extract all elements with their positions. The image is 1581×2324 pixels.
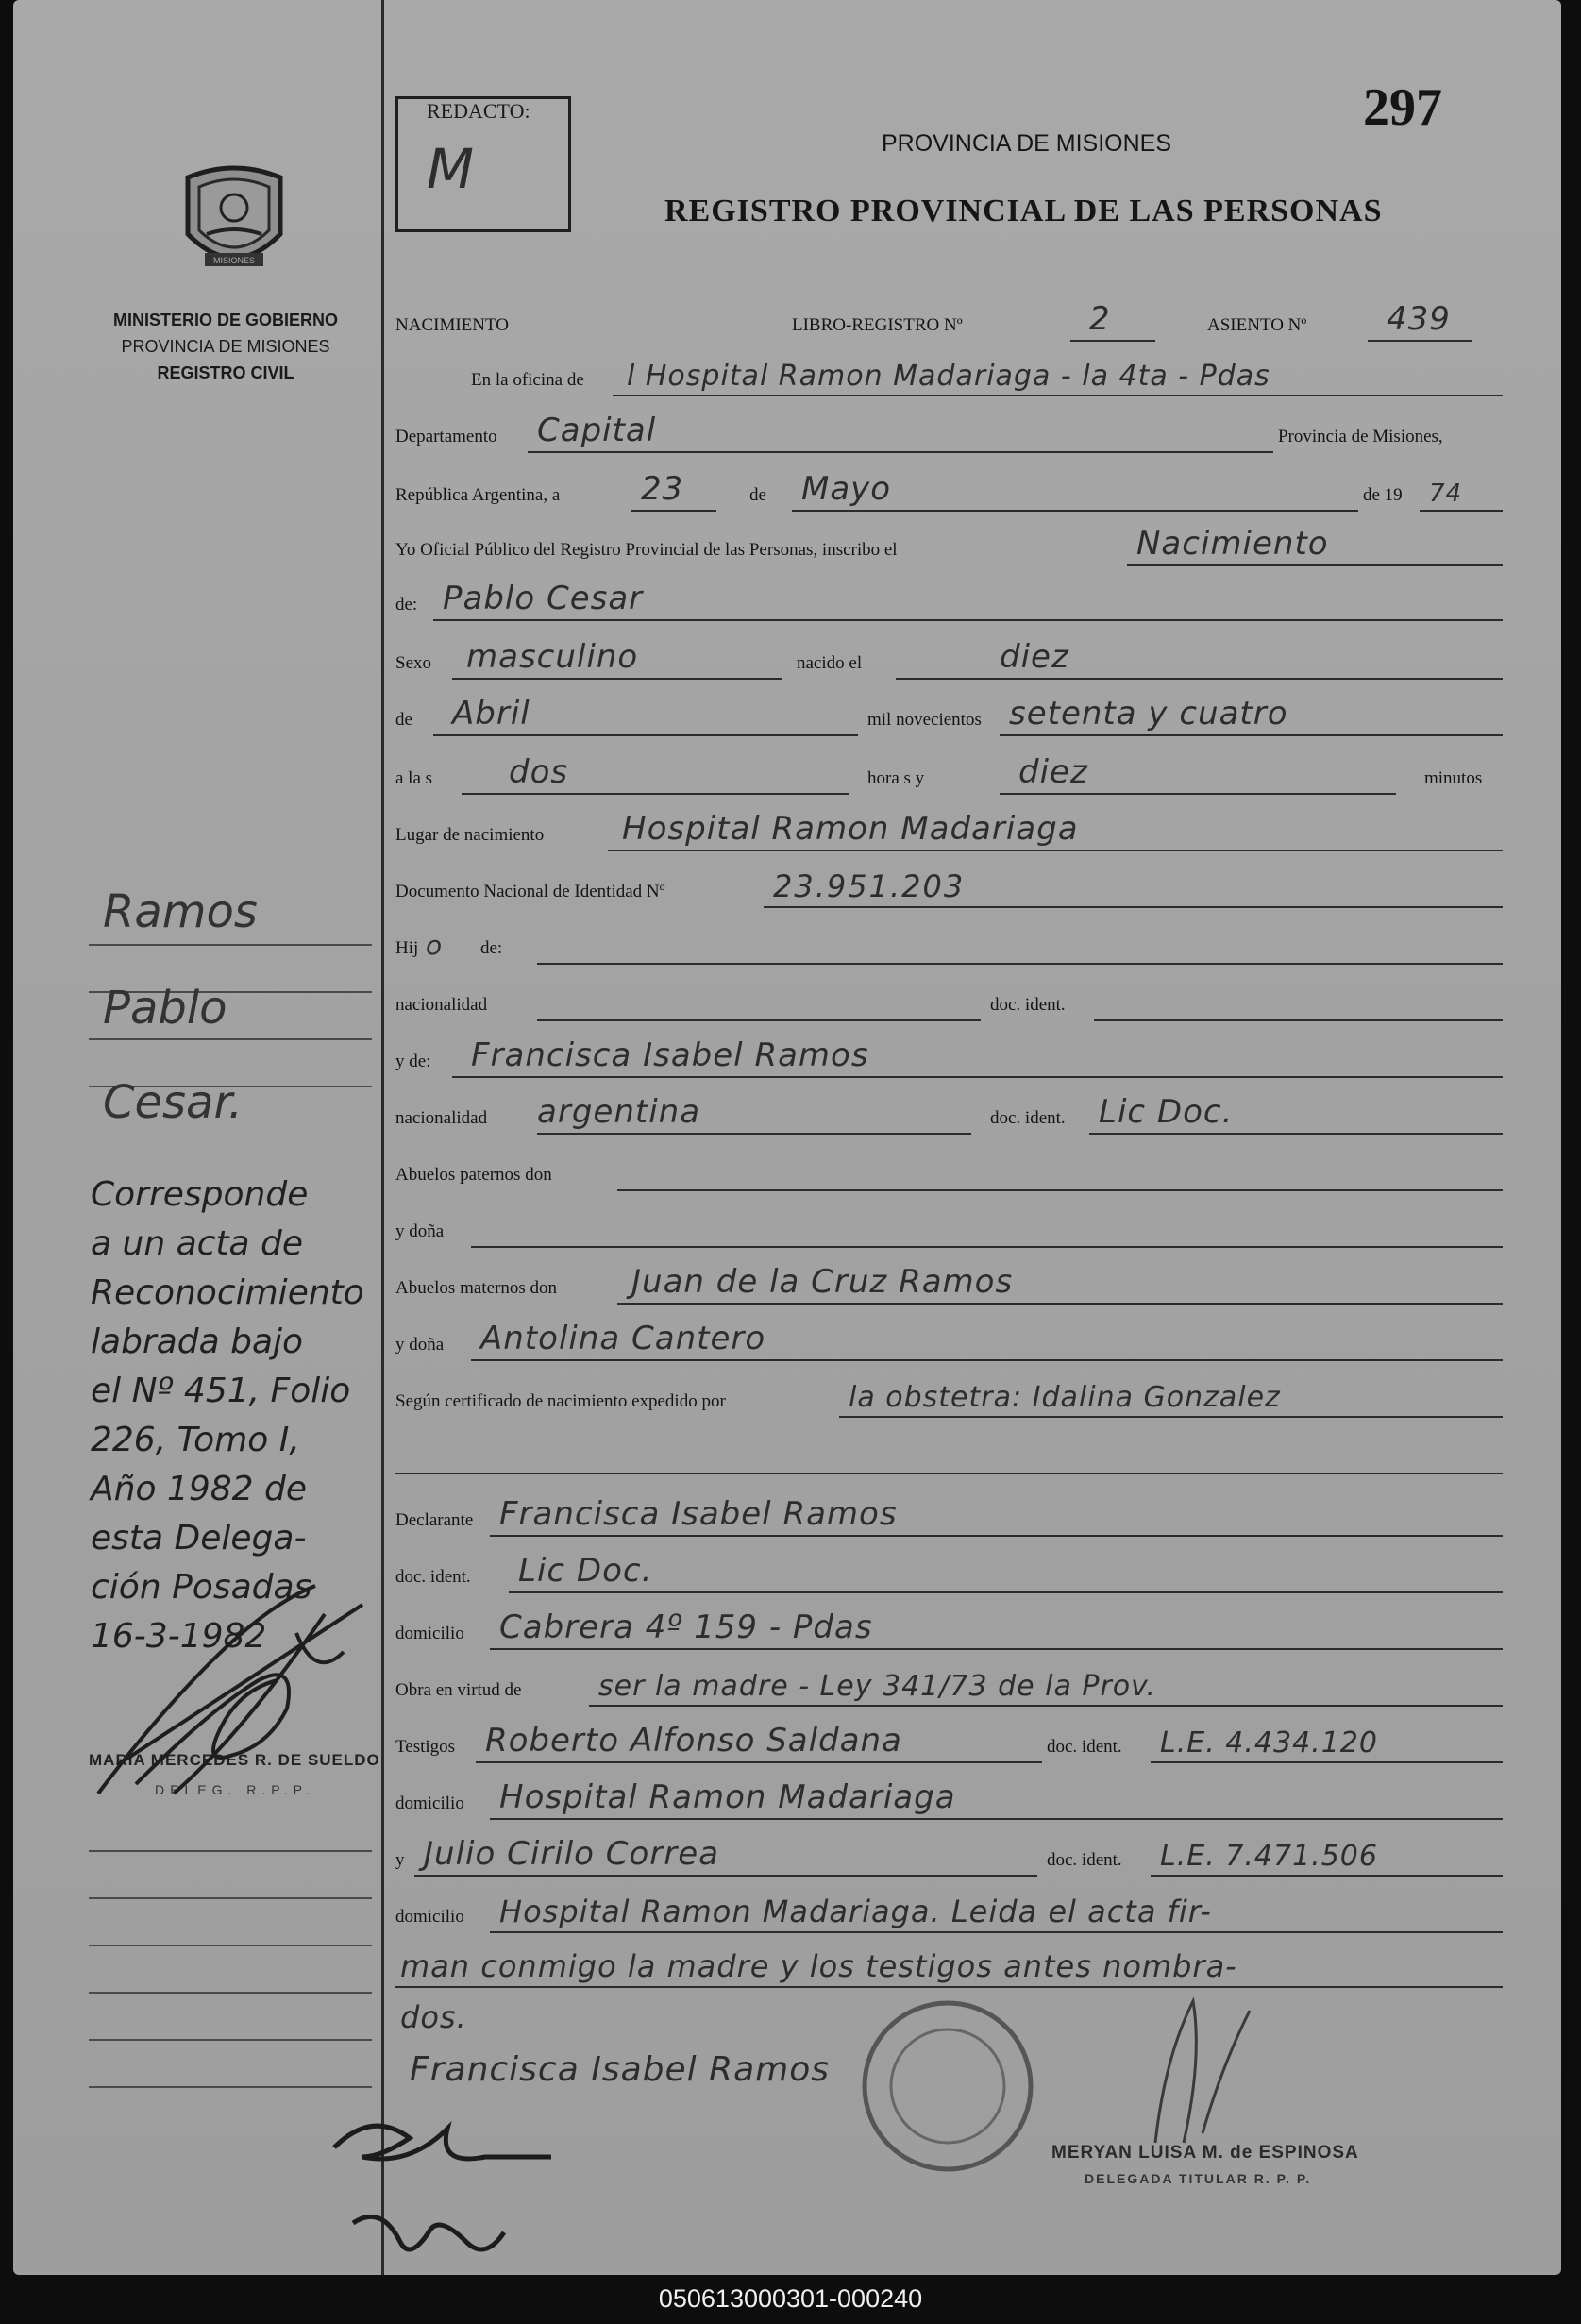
dni-label: Documento Nacional de Identidad Nº <box>395 882 665 901</box>
redacto-initials: M <box>427 137 476 201</box>
redacto-box <box>395 96 571 232</box>
row-domicilio-3 <box>395 1886 1503 1933</box>
segun-label: Según certificado de nacimiento expedido por <box>395 1391 726 1411</box>
nacionalidad2-value: argentina <box>537 1093 701 1131</box>
official-signature-icon <box>325 2100 570 2270</box>
abuela-m-value: Antolina Cantero <box>480 1320 766 1357</box>
annotation-line-9: ción Posadas <box>91 1568 312 1607</box>
row-fecha <box>395 464 1503 512</box>
libro-value: 2 <box>1089 300 1111 338</box>
doc-ident-label: doc. ident. <box>990 995 1066 1015</box>
doc-ident3-label: doc. ident. <box>395 1567 471 1587</box>
obra-value: ser la madre - Ley 341/73 de la Prov. <box>598 1670 1157 1703</box>
registry-title: REGISTRO PROVINCIAL DE LAS PERSONAS <box>664 194 1383 228</box>
row-obra <box>395 1659 1503 1707</box>
asiento-label: ASIENTO Nº <box>1207 315 1307 335</box>
right-signature-icon <box>1118 1982 1269 2152</box>
row-dni <box>395 861 1503 908</box>
domicilio3-value: Hospital Ramon Madariaga. Leida el acta fir- <box>499 1894 1212 1929</box>
obra-label: Obra en virtud de <box>395 1680 522 1700</box>
margin-lines-bottom <box>89 1850 372 2133</box>
de-label: de <box>749 485 766 505</box>
testigo1-doc-value: L.E. 4.434.120 <box>1160 1726 1378 1760</box>
round-stamp-icon <box>853 1992 1042 2181</box>
annotation-line-5: el Nº 451, Folio <box>91 1372 351 1410</box>
hijo-de-label: de: <box>480 938 503 958</box>
row-departamento <box>395 406 1503 453</box>
lugar-label: Lugar de nacimiento <box>395 825 545 845</box>
row-mes-nac <box>395 689 1503 736</box>
dia-value: 23 <box>641 470 684 508</box>
sexo-label: Sexo <box>395 653 431 673</box>
sexo-value: masculino <box>466 638 639 676</box>
domicilio2-label: domicilio <box>395 1794 464 1813</box>
row-hijo <box>395 918 1503 965</box>
doc-ident3-value: Lic Doc. <box>518 1552 653 1590</box>
testigo2-doc-value: L.E. 7.471.506 <box>1160 1840 1378 1873</box>
row-madre <box>395 1031 1503 1078</box>
row-cierre-1 <box>395 1941 1503 1988</box>
row-testigo-1 <box>395 1716 1503 1763</box>
madre-value: Francisca Isabel Ramos <box>471 1036 869 1074</box>
hijo-label: Hij <box>395 938 419 958</box>
cierre2-value: dos. <box>400 1999 467 2035</box>
testigo1-value: Roberto Alfonso Saldana <box>485 1722 902 1760</box>
departamento-value: Capital <box>537 412 657 449</box>
mes-nac-value: Abril <box>452 695 530 733</box>
y-dona-label: y doña <box>395 1221 445 1241</box>
provincial-seal-icon <box>178 159 290 281</box>
y-de-label: y de: <box>395 1052 431 1071</box>
alas-value: dos <box>509 753 569 791</box>
lugar-value: Hospital Ramon Madariaga <box>622 810 1079 848</box>
nacido-label: nacido el <box>797 653 863 673</box>
stamp-left-name: MARIA MERCEDES R. DE SUELDO <box>89 1751 380 1769</box>
folio-number: 297 <box>1363 78 1442 137</box>
row-nacionalidad-1 <box>395 974 1503 1021</box>
row-doc-declarante <box>395 1546 1503 1593</box>
domicilio-label: domicilio <box>395 1624 464 1643</box>
abuelos-p-label: Abuelos paternos don <box>395 1165 552 1185</box>
testigo2-value: Julio Cirilo Correa <box>424 1835 719 1873</box>
stamp-right-name: MERYAN LUISA M. de ESPINOSA <box>1051 2143 1359 2163</box>
annotation-line-4: labrada bajo <box>91 1322 304 1361</box>
abuelos-m-label: Abuelos maternos don <box>395 1278 557 1298</box>
cierre1-value: man conmigo la madre y los testigos antes nombra- <box>400 1948 1237 1984</box>
redacto-label: REDACTO: <box>427 99 530 123</box>
ministry-line-1: MINISTERIO DE GOBIERNO <box>112 311 339 329</box>
firma-madre: Francisca Isabel Ramos <box>410 2050 831 2089</box>
row-lugar <box>395 804 1503 851</box>
y-label: y <box>395 1850 405 1870</box>
document-id: 050613000301-000240 <box>658 2284 923 2313</box>
annotation-line-3: Reconocimiento <box>91 1273 364 1312</box>
libro-label: LIBRO-REGISTRO Nº <box>792 315 963 335</box>
row-sexo <box>395 632 1503 680</box>
seal-text: MISIONES <box>212 256 256 265</box>
ministry-line-3: REGISTRO CIVIL <box>157 363 294 382</box>
row-abuela-materna <box>395 1314 1503 1361</box>
mil-label: mil novecientos <box>867 710 982 730</box>
nombre-value: Pablo Cesar <box>443 580 644 617</box>
registry-page <box>13 0 1561 2275</box>
hijo-suffix: o <box>426 930 444 961</box>
doc-ident2-label: doc. ident. <box>990 1108 1066 1128</box>
row-testigo-2 <box>395 1829 1503 1877</box>
nacimiento-label: NACIMIENTO <box>395 315 509 335</box>
declarante-value: Francisca Isabel Ramos <box>499 1495 898 1533</box>
row-nombre <box>395 574 1503 621</box>
domicilio3-label: domicilio <box>395 1907 464 1927</box>
minutos-value: diez <box>1018 753 1088 791</box>
margin-nombre-2: Cesar. <box>103 1076 244 1129</box>
abuelo-m-value: Juan de la Cruz Ramos <box>631 1263 1014 1301</box>
testigo1-doc-label: doc. ident. <box>1047 1737 1122 1757</box>
row-header <box>395 295 1503 342</box>
oficina-value: l Hospital Ramon Madariaga - la 4ta - Pdas <box>627 360 1270 393</box>
row-nacionalidad-2 <box>395 1087 1503 1135</box>
stamp-left-title: DELEG. R.P.P. <box>155 1782 316 1797</box>
row-domicilio-1 <box>395 1603 1503 1650</box>
ministry-header <box>89 307 362 386</box>
margin-apellido: Ramos <box>103 885 258 938</box>
provincia-label: Provincia de Misiones, <box>1278 427 1443 446</box>
de-mes-label: de <box>395 710 412 730</box>
mes-value: Mayo <box>801 470 892 508</box>
minutos-label: minutos <box>1424 768 1483 788</box>
hora-label: hora s y <box>867 768 925 788</box>
domicilio-value: Cabrera 4º 159 - Pdas <box>499 1608 873 1646</box>
de-anio-label: de 19 <box>1363 485 1403 505</box>
domicilio2-value: Hospital Ramon Madariaga <box>499 1778 956 1816</box>
declarante-label: Declarante <box>395 1510 474 1530</box>
margin-nombre-1: Pablo <box>103 982 227 1035</box>
row-declarante <box>395 1490 1503 1537</box>
row-inscribo <box>395 519 1503 566</box>
dni-value: 23.951.203 <box>773 868 966 904</box>
testigo2-doc-label: doc. ident. <box>1047 1850 1122 1870</box>
row-domicilio-2 <box>395 1773 1503 1820</box>
segun-value: la obstetra: Idalina Gonzalez <box>849 1381 1281 1414</box>
alas-label: a la s <box>395 768 433 788</box>
row-blank <box>395 1427 1503 1474</box>
de-label-2: de: <box>395 595 418 615</box>
doc-ident2-value: Lic Doc. <box>1099 1093 1234 1131</box>
mil-value: setenta y cuatro <box>1009 695 1288 733</box>
departamento-label: Departamento <box>395 427 497 446</box>
row-abuelos-maternos <box>395 1257 1503 1305</box>
annotation-line-2: a un acta de <box>91 1224 304 1263</box>
nacionalidad-label: nacionalidad <box>395 995 488 1015</box>
annotation-line-7: Año 1982 de <box>91 1470 307 1508</box>
stamp-right-title: DELEGADA TITULAR R. P. P. <box>1085 2171 1312 2186</box>
republica-label: República Argentina, a <box>395 485 561 505</box>
annotation-line-8: esta Delega- <box>91 1519 307 1558</box>
row-abuelos-paternos <box>395 1144 1503 1191</box>
province-title: PROVINCIA DE MISIONES <box>882 130 1172 157</box>
row-certificado <box>395 1371 1503 1418</box>
nacionalidad2-label: nacionalidad <box>395 1108 488 1128</box>
row-hora <box>395 748 1503 795</box>
inscribo-value: Nacimiento <box>1136 525 1329 563</box>
annotation-line-1: Corresponde <box>91 1175 309 1214</box>
annotation-line-10: 16-3-1982 <box>91 1617 267 1656</box>
oficina-label: En la oficina de <box>471 370 584 390</box>
asiento-value: 439 <box>1387 300 1451 338</box>
annotation-line-6: 226, Tomo I, <box>91 1421 300 1459</box>
row-abuela-paterna <box>395 1201 1503 1248</box>
left-signature-icon <box>79 1548 391 1831</box>
row-oficina <box>395 349 1503 396</box>
anio-value: 74 <box>1429 480 1463 508</box>
testigos-label: Testigos <box>395 1737 456 1757</box>
margin-rule <box>381 0 384 2275</box>
ministry-line-2: PROVINCIA DE MISIONES <box>121 337 330 356</box>
nacido-value: diez <box>1000 638 1069 676</box>
y-dona2-label: y doña <box>395 1335 445 1355</box>
yo-label: Yo Oficial Público del Registro Provincial de las Personas, inscribo el <box>395 540 898 560</box>
